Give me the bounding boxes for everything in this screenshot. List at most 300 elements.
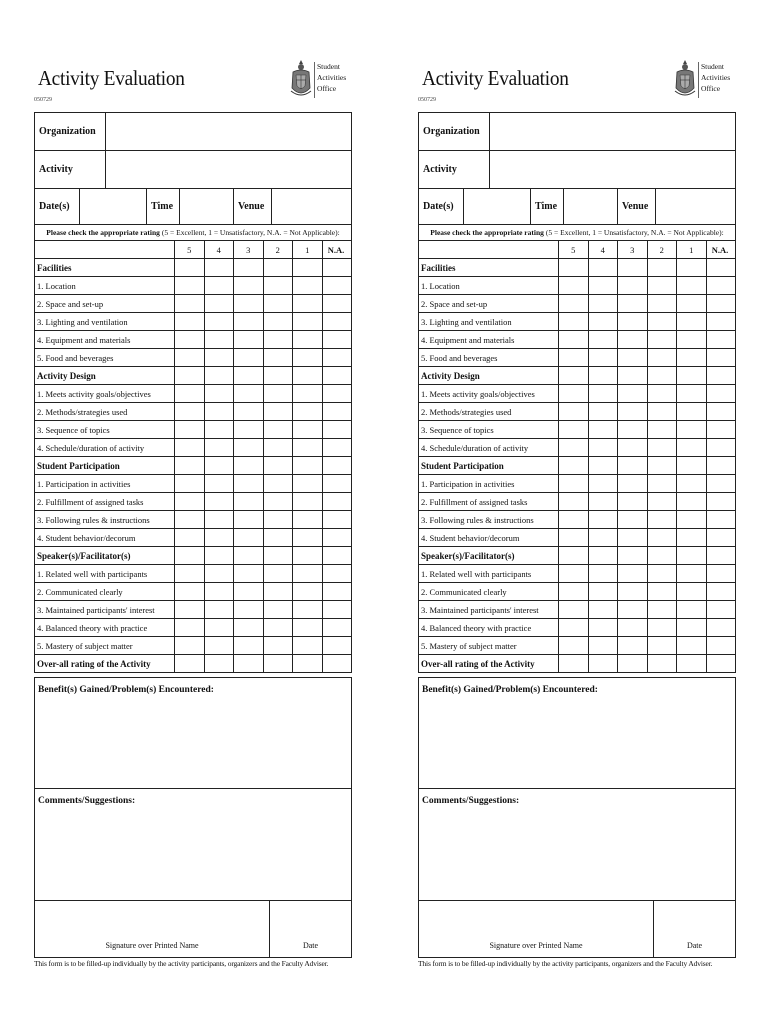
rating-checkbox-na[interactable] [323, 475, 350, 492]
rating-checkbox-2[interactable] [264, 457, 294, 474]
rating-checkbox-5[interactable] [559, 511, 589, 528]
rating-checkbox-4[interactable] [589, 565, 619, 582]
rating-checkbox-5[interactable] [175, 529, 205, 546]
rating-checkbox-4[interactable] [589, 421, 619, 438]
rating-checkbox-4[interactable] [205, 439, 235, 456]
rating-checkbox-na[interactable] [707, 439, 734, 456]
rating-checkbox-3[interactable] [234, 295, 264, 312]
signature-field[interactable] [35, 901, 270, 957]
rating-checkbox-4[interactable] [589, 619, 619, 636]
rating-checkbox-4[interactable] [205, 421, 235, 438]
rating-checkbox-3[interactable] [234, 601, 264, 618]
rating-checkbox-5[interactable] [175, 583, 205, 600]
rating-checkbox-2[interactable] [264, 313, 294, 330]
rating-checkbox-4[interactable] [205, 295, 235, 312]
rating-checkbox-2[interactable] [648, 547, 678, 564]
organization-field[interactable] [106, 113, 351, 150]
venue-field[interactable] [656, 189, 735, 224]
benefit-section[interactable] [35, 678, 351, 789]
rating-checkbox-3[interactable] [234, 547, 264, 564]
rating-checkbox-5[interactable] [559, 421, 589, 438]
dates-field[interactable] [464, 189, 531, 224]
venue-field[interactable] [272, 189, 351, 224]
rating-checkbox-3[interactable] [234, 421, 264, 438]
rating-checkbox-3[interactable] [234, 367, 264, 384]
rating-checkbox-4[interactable] [205, 655, 235, 672]
rating-checkbox-na[interactable] [323, 637, 350, 654]
rating-checkbox-5[interactable] [559, 655, 589, 672]
rating-checkbox-na[interactable] [323, 349, 350, 366]
rating-checkbox-5[interactable] [175, 421, 205, 438]
rating-checkbox-3[interactable] [234, 655, 264, 672]
rating-checkbox-1[interactable] [293, 385, 323, 402]
rating-checkbox-3[interactable] [234, 259, 264, 276]
rating-checkbox-3[interactable] [618, 619, 648, 636]
rating-checkbox-2[interactable] [648, 385, 678, 402]
rating-checkbox-5[interactable] [175, 619, 205, 636]
rating-checkbox-1[interactable] [677, 277, 707, 294]
rating-checkbox-4[interactable] [205, 637, 235, 654]
signature-field[interactable] [419, 901, 654, 957]
rating-checkbox-2[interactable] [264, 367, 294, 384]
rating-checkbox-5[interactable] [559, 313, 589, 330]
rating-checkbox-5[interactable] [175, 367, 205, 384]
rating-checkbox-1[interactable] [293, 583, 323, 600]
rating-checkbox-1[interactable] [293, 349, 323, 366]
rating-checkbox-3[interactable] [234, 529, 264, 546]
rating-checkbox-5[interactable] [559, 295, 589, 312]
rating-checkbox-na[interactable] [707, 403, 734, 420]
rating-checkbox-5[interactable] [559, 331, 589, 348]
rating-checkbox-2[interactable] [648, 619, 678, 636]
rating-checkbox-2[interactable] [648, 583, 678, 600]
rating-checkbox-3[interactable] [234, 583, 264, 600]
rating-checkbox-4[interactable] [205, 385, 235, 402]
rating-checkbox-2[interactable] [648, 601, 678, 618]
rating-checkbox-4[interactable] [205, 331, 235, 348]
rating-checkbox-5[interactable] [175, 511, 205, 528]
rating-checkbox-5[interactable] [559, 529, 589, 546]
rating-checkbox-5[interactable] [559, 403, 589, 420]
rating-checkbox-1[interactable] [677, 529, 707, 546]
rating-checkbox-2[interactable] [648, 457, 678, 474]
rating-checkbox-5[interactable] [559, 349, 589, 366]
rating-checkbox-1[interactable] [677, 313, 707, 330]
rating-checkbox-2[interactable] [648, 421, 678, 438]
rating-checkbox-5[interactable] [175, 277, 205, 294]
rating-checkbox-4[interactable] [589, 349, 619, 366]
rating-checkbox-3[interactable] [234, 637, 264, 654]
rating-checkbox-4[interactable] [589, 475, 619, 492]
rating-checkbox-na[interactable] [707, 475, 734, 492]
signature-date-field[interactable] [654, 901, 735, 957]
rating-checkbox-4[interactable] [205, 313, 235, 330]
rating-checkbox-3[interactable] [618, 385, 648, 402]
rating-checkbox-na[interactable] [707, 529, 734, 546]
dates-field[interactable] [80, 189, 147, 224]
rating-checkbox-4[interactable] [205, 583, 235, 600]
rating-checkbox-na[interactable] [707, 295, 734, 312]
rating-checkbox-2[interactable] [264, 277, 294, 294]
rating-checkbox-5[interactable] [559, 583, 589, 600]
rating-checkbox-3[interactable] [618, 331, 648, 348]
rating-checkbox-na[interactable] [707, 655, 734, 672]
rating-checkbox-4[interactable] [205, 493, 235, 510]
benefit-section[interactable] [419, 678, 735, 789]
rating-checkbox-2[interactable] [648, 277, 678, 294]
rating-checkbox-3[interactable] [234, 385, 264, 402]
rating-checkbox-4[interactable] [589, 313, 619, 330]
rating-checkbox-4[interactable] [589, 385, 619, 402]
rating-checkbox-4[interactable] [589, 439, 619, 456]
rating-checkbox-2[interactable] [264, 295, 294, 312]
rating-checkbox-na[interactable] [323, 655, 350, 672]
rating-checkbox-1[interactable] [293, 367, 323, 384]
rating-checkbox-na[interactable] [323, 619, 350, 636]
rating-checkbox-na[interactable] [707, 565, 734, 582]
rating-checkbox-na[interactable] [323, 421, 350, 438]
rating-checkbox-1[interactable] [677, 259, 707, 276]
rating-checkbox-3[interactable] [234, 313, 264, 330]
rating-checkbox-1[interactable] [677, 601, 707, 618]
rating-checkbox-3[interactable] [618, 457, 648, 474]
rating-checkbox-1[interactable] [293, 529, 323, 546]
rating-checkbox-1[interactable] [677, 439, 707, 456]
rating-checkbox-2[interactable] [648, 529, 678, 546]
rating-checkbox-3[interactable] [234, 349, 264, 366]
rating-checkbox-5[interactable] [175, 349, 205, 366]
rating-checkbox-1[interactable] [677, 403, 707, 420]
rating-item-row [419, 565, 735, 583]
rating-checkbox-3[interactable] [618, 295, 648, 312]
rating-checkbox-5[interactable] [175, 313, 205, 330]
rating-checkbox-3[interactable] [234, 439, 264, 456]
rating-checkbox-2[interactable] [264, 619, 294, 636]
rating-checkbox-2[interactable] [648, 493, 678, 510]
rating-checkbox-na[interactable] [323, 439, 350, 456]
rating-checkbox-4[interactable] [589, 583, 619, 600]
rating-checkbox-3[interactable] [618, 493, 648, 510]
rating-checkbox-na[interactable] [323, 493, 350, 510]
rating-checkbox-2[interactable] [648, 655, 678, 672]
rating-checkbox-5[interactable] [175, 547, 205, 564]
rating-checkbox-na[interactable] [707, 511, 734, 528]
rating-checkbox-na[interactable] [707, 259, 734, 276]
rating-checkbox-5[interactable] [559, 565, 589, 582]
rating-checkbox-na[interactable] [707, 385, 734, 402]
rating-checkbox-4[interactable] [589, 511, 619, 528]
rating-checkbox-2[interactable] [648, 439, 678, 456]
rating-checkbox-3[interactable] [618, 367, 648, 384]
rating-checkbox-1[interactable] [677, 421, 707, 438]
rating-checkbox-2[interactable] [264, 583, 294, 600]
rating-checkbox-4[interactable] [205, 457, 235, 474]
rating-checkbox-4[interactable] [205, 565, 235, 582]
rating-checkbox-5[interactable] [175, 655, 205, 672]
rating-checkbox-4[interactable] [589, 367, 619, 384]
rating-checkbox-1[interactable] [293, 619, 323, 636]
rating-checkbox-4[interactable] [589, 547, 619, 564]
rating-checkbox-2[interactable] [264, 637, 294, 654]
rating-checkbox-na[interactable] [323, 331, 350, 348]
rating-checkbox-5[interactable] [559, 259, 589, 276]
rating-checkbox-2[interactable] [264, 403, 294, 420]
rating-checkbox-na[interactable] [323, 583, 350, 600]
rating-checkbox-4[interactable] [589, 493, 619, 510]
rating-checkbox-na[interactable] [707, 349, 734, 366]
rating-checkbox-4[interactable] [205, 601, 235, 618]
rating-checkbox-5[interactable] [559, 493, 589, 510]
rating-checkbox-3[interactable] [618, 403, 648, 420]
rating-checkbox-5[interactable] [175, 403, 205, 420]
rating-checkbox-2[interactable] [264, 655, 294, 672]
office-name [317, 61, 346, 94]
rating-checkbox-3[interactable] [234, 619, 264, 636]
rating-checkbox-1[interactable] [293, 637, 323, 654]
rating-checkbox-5[interactable] [559, 619, 589, 636]
rating-checkbox-na[interactable] [707, 619, 734, 636]
rating-checkbox-na[interactable] [707, 493, 734, 510]
rating-checkbox-1[interactable] [293, 457, 323, 474]
rating-checkbox-3[interactable] [618, 529, 648, 546]
rating-checkbox-3[interactable] [618, 547, 648, 564]
rating-checkbox-na[interactable] [323, 601, 350, 618]
activity-field[interactable] [106, 151, 351, 188]
rating-checkbox-2[interactable] [648, 637, 678, 654]
rating-checkbox-2[interactable] [264, 529, 294, 546]
rating-checkbox-5[interactable] [175, 475, 205, 492]
rating-checkbox-1[interactable] [677, 349, 707, 366]
rating-checkbox-1[interactable] [293, 475, 323, 492]
rating-checkbox-4[interactable] [205, 547, 235, 564]
rating-checkbox-na[interactable] [707, 313, 734, 330]
rating-checkbox-2[interactable] [264, 601, 294, 618]
date-time-venue-row [35, 189, 351, 224]
rating-checkbox-5[interactable] [175, 493, 205, 510]
rating-checkbox-4[interactable] [205, 349, 235, 366]
rating-checkbox-na[interactable] [707, 583, 734, 600]
rating-checkbox-2[interactable] [264, 331, 294, 348]
rating-checkbox-5[interactable] [559, 475, 589, 492]
rating-checkbox-3[interactable] [618, 601, 648, 618]
rating-checkbox-2[interactable] [264, 385, 294, 402]
rating-checkbox-1[interactable] [293, 421, 323, 438]
rating-checkbox-1[interactable] [293, 313, 323, 330]
rating-checkbox-1[interactable] [677, 547, 707, 564]
rating-checkbox-5[interactable] [559, 457, 589, 474]
rating-checkbox-3[interactable] [618, 313, 648, 330]
rating-checkbox-3[interactable] [618, 277, 648, 294]
rating-checkbox-3[interactable] [234, 511, 264, 528]
rating-checkbox-5[interactable] [175, 295, 205, 312]
rating-checkbox-5[interactable] [559, 385, 589, 402]
rating-checkbox-5[interactable] [559, 277, 589, 294]
rating-checkbox-4[interactable] [205, 367, 235, 384]
rating-checkbox-2[interactable] [648, 331, 678, 348]
rating-checkbox-1[interactable] [677, 385, 707, 402]
rating-checkbox-1[interactable] [677, 637, 707, 654]
rating-checkbox-1[interactable] [677, 511, 707, 528]
rating-checkbox-1[interactable] [677, 331, 707, 348]
rating-checkbox-2[interactable] [264, 349, 294, 366]
rating-checkbox-1[interactable] [677, 493, 707, 510]
rating-checkbox-2[interactable] [264, 547, 294, 564]
rating-checkbox-4[interactable] [205, 403, 235, 420]
rating-checkbox-2[interactable] [264, 511, 294, 528]
rating-checkbox-1[interactable] [293, 565, 323, 582]
rating-checkbox-4[interactable] [589, 601, 619, 618]
rating-checkbox-na[interactable] [323, 385, 350, 402]
rating-checkbox-5[interactable] [559, 601, 589, 618]
rating-checkbox-3[interactable] [234, 457, 264, 474]
rating-checkbox-2[interactable] [648, 313, 678, 330]
rating-checkbox-na[interactable] [323, 313, 350, 330]
rating-checkbox-na[interactable] [323, 295, 350, 312]
rating-checkbox-4[interactable] [589, 403, 619, 420]
rating-checkbox-1[interactable] [293, 511, 323, 528]
instruction-scale: (5 = Excellent, 1 = Unsatisfactory, N.A. = Not Applicable): [545, 228, 724, 237]
rating-checkbox-2[interactable] [648, 259, 678, 276]
rating-checkbox-1[interactable] [293, 439, 323, 456]
rating-checkbox-3[interactable] [618, 475, 648, 492]
rating-checkbox-na[interactable] [323, 547, 350, 564]
rating-checkbox-na[interactable] [707, 457, 734, 474]
rating-checkbox-5[interactable] [175, 439, 205, 456]
rating-checkbox-1[interactable] [677, 655, 707, 672]
rating-checkbox-na[interactable] [707, 367, 734, 384]
rating-checkbox-1[interactable] [293, 295, 323, 312]
rating-checkbox-3[interactable] [618, 439, 648, 456]
rating-checkbox-2[interactable] [264, 439, 294, 456]
rating-checkbox-2[interactable] [648, 367, 678, 384]
rating-checkbox-2[interactable] [648, 511, 678, 528]
rating-checkbox-4[interactable] [205, 511, 235, 528]
rating-checkbox-5[interactable] [559, 439, 589, 456]
rating-checkbox-5[interactable] [175, 457, 205, 474]
rating-checkbox-na[interactable] [707, 277, 734, 294]
comments-section[interactable] [35, 789, 351, 901]
rating-checkbox-1[interactable] [677, 475, 707, 492]
rating-checkbox-1[interactable] [677, 295, 707, 312]
rating-checkbox-na[interactable] [707, 331, 734, 348]
rating-checkbox-3[interactable] [234, 331, 264, 348]
rating-checkbox-5[interactable] [175, 601, 205, 618]
rating-checkbox-na[interactable] [323, 277, 350, 294]
rating-checkbox-3[interactable] [234, 493, 264, 510]
rating-checkbox-3[interactable] [618, 655, 648, 672]
rating-checkbox-2[interactable] [264, 259, 294, 276]
rating-checkbox-2[interactable] [648, 295, 678, 312]
rating-checkbox-1[interactable] [293, 601, 323, 618]
activity-field[interactable] [490, 151, 735, 188]
rating-checkbox-na[interactable] [707, 547, 734, 564]
rating-checkbox-5[interactable] [175, 385, 205, 402]
time-field[interactable] [564, 189, 618, 224]
rating-checkbox-3[interactable] [234, 403, 264, 420]
rating-checkbox-1[interactable] [677, 565, 707, 582]
rating-checkbox-1[interactable] [293, 403, 323, 420]
rating-checkbox-na[interactable] [707, 421, 734, 438]
rating-checkbox-4[interactable] [589, 457, 619, 474]
organization-field[interactable] [490, 113, 735, 150]
rating-checkbox-1[interactable] [293, 259, 323, 276]
rating-checkbox-3[interactable] [618, 349, 648, 366]
rating-checkbox-4[interactable] [589, 331, 619, 348]
signature-date-field[interactable] [270, 901, 351, 957]
rating-checkbox-2[interactable] [264, 475, 294, 492]
rating-checkbox-1[interactable] [293, 655, 323, 672]
rating-checkbox-5[interactable] [175, 637, 205, 654]
rating-checkbox-3[interactable] [618, 583, 648, 600]
rating-checkbox-na[interactable] [323, 457, 350, 474]
rating-checkbox-4[interactable] [589, 295, 619, 312]
time-field[interactable] [180, 189, 234, 224]
rating-checkbox-na[interactable] [323, 529, 350, 546]
rating-checkbox-5[interactable] [559, 637, 589, 654]
rating-checkbox-3[interactable] [618, 511, 648, 528]
rating-checkbox-5[interactable] [175, 331, 205, 348]
rating-checkbox-4[interactable] [589, 637, 619, 654]
rating-checkbox-na[interactable] [323, 259, 350, 276]
rating-checkbox-na[interactable] [707, 601, 734, 618]
rating-checkbox-5[interactable] [175, 259, 205, 276]
rating-checkbox-2[interactable] [264, 493, 294, 510]
rating-checkbox-5[interactable] [559, 547, 589, 564]
rating-checkbox-na[interactable] [707, 637, 734, 654]
rating-checkbox-3[interactable] [234, 277, 264, 294]
rating-checkbox-4[interactable] [205, 259, 235, 276]
rating-checkbox-1[interactable] [293, 331, 323, 348]
rating-checkbox-3[interactable] [234, 475, 264, 492]
rating-checkbox-3[interactable] [618, 637, 648, 654]
rating-checkbox-3[interactable] [618, 421, 648, 438]
rating-checkbox-4[interactable] [589, 259, 619, 276]
rating-checkbox-1[interactable] [677, 367, 707, 384]
rating-checkbox-1[interactable] [293, 547, 323, 564]
rating-checkbox-1[interactable] [677, 619, 707, 636]
rating-checkbox-na[interactable] [323, 511, 350, 528]
rating-checkbox-4[interactable] [205, 619, 235, 636]
comments-section[interactable] [419, 789, 735, 901]
rating-checkbox-4[interactable] [205, 475, 235, 492]
rating-checkbox-2[interactable] [648, 565, 678, 582]
rating-checkbox-na[interactable] [323, 565, 350, 582]
rating-checkbox-4[interactable] [205, 277, 235, 294]
rating-checkbox-1[interactable] [677, 457, 707, 474]
rating-checkbox-1[interactable] [293, 493, 323, 510]
rating-checkbox-1[interactable] [677, 583, 707, 600]
rating-checkbox-4[interactable] [205, 529, 235, 546]
rating-checkbox-3[interactable] [234, 565, 264, 582]
rating-checkbox-3[interactable] [618, 565, 648, 582]
rating-checkbox-5[interactable] [559, 367, 589, 384]
rating-checkbox-2[interactable] [264, 421, 294, 438]
rating-checkbox-1[interactable] [293, 277, 323, 294]
rating-checkbox-2[interactable] [648, 349, 678, 366]
rating-checkbox-2[interactable] [264, 565, 294, 582]
rating-checkbox-4[interactable] [589, 529, 619, 546]
rating-checkbox-4[interactable] [589, 655, 619, 672]
rating-checkbox-2[interactable] [648, 475, 678, 492]
rating-checkbox-4[interactable] [589, 277, 619, 294]
rating-checkbox-na[interactable] [323, 403, 350, 420]
rating-checkbox-2[interactable] [648, 403, 678, 420]
rating-body [419, 259, 735, 672]
rating-checkbox-5[interactable] [175, 565, 205, 582]
rating-checkbox-na[interactable] [323, 367, 350, 384]
rating-category-row [35, 547, 351, 565]
rating-checkbox-3[interactable] [618, 259, 648, 276]
